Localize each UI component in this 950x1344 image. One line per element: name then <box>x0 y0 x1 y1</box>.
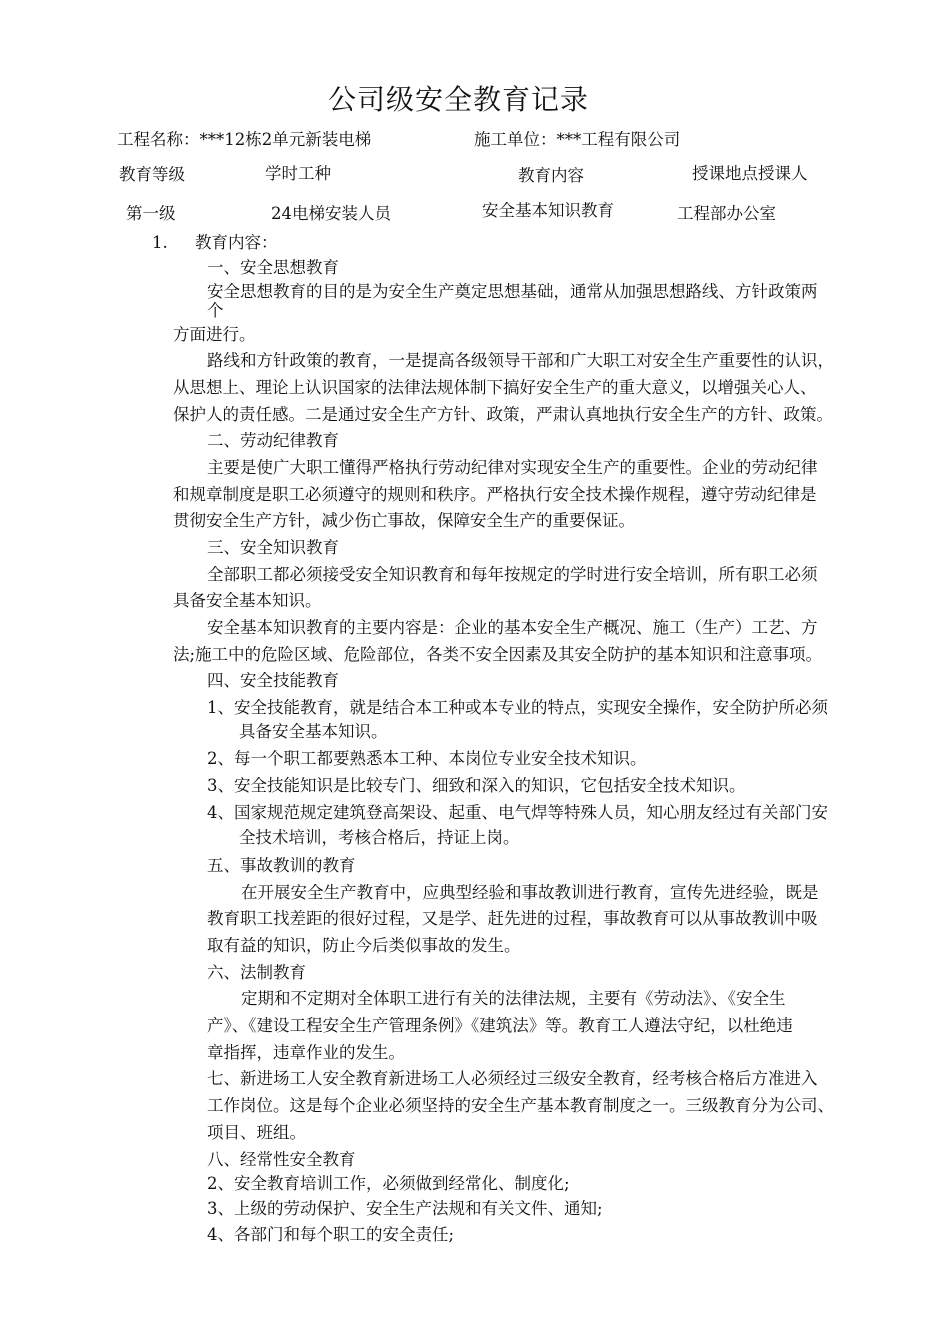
paragraph-line: 安全基本知识教育的主要内容是：企业的基本安全生产概况、施工（生产）工艺、方 <box>207 618 818 637</box>
list-item: 全技术培训，考核合格后，持证上岗。 <box>239 828 520 847</box>
paragraph-line: 方面进行。 <box>173 325 256 344</box>
project-name: 工程名称：***12栋2单元新装电梯 <box>117 130 372 149</box>
section-heading: 三、安全知识教育 <box>207 538 339 557</box>
paragraph-line: 安全思想教育的目的是为安全生产奠定思想基础，通常从加强思想路线、方针政策两 <box>207 282 818 301</box>
paragraph-line: 主要是使广大职工懂得严格执行劳动纪律对实现安全生产的重要性。企业的劳动纪律 <box>207 458 818 477</box>
section-heading: 二、劳动纪律教育 <box>207 431 339 450</box>
table-cell-level: 第一级 <box>126 204 176 223</box>
paragraph-line: 章指挥，违章作业的发生。 <box>207 1043 405 1062</box>
paragraph-line: 定期和不定期对全体职工进行有关的法律法规，主要有《劳动法》、《安全生 <box>241 989 786 1008</box>
paragraph-line: 个 <box>207 301 224 320</box>
table-cell-hours: 24电梯安装人员 <box>271 204 391 223</box>
item-number: 1. <box>152 233 168 252</box>
paragraph-line: 产》、《建设工程安全生产管理条例》《建筑法》等。教育工人遵法守纪，以杜绝违 <box>207 1016 793 1035</box>
paragraph-line: 取有益的知识，防止今后类似事故的发生。 <box>207 936 521 955</box>
paragraph-line: 法;施工中的危险区域、危险部位，各类不安全因素及其安全防护的基本知识和注意事项。 <box>173 645 823 664</box>
table-header-location: 授课地点授课人 <box>692 164 808 183</box>
list-item: 1、安全技能教育，就是结合本工种或本专业的特点，实现安全操作，安全防护所必须 <box>207 698 828 717</box>
document-title: 公司级安全教育记录 <box>328 83 590 116</box>
list-item: 4、国家规范规定建筑登高架设、起重、电气焊等特殊人员，知心朋友经过有关部门安 <box>207 803 828 822</box>
list-item: 4、各部门和每个职工的安全责任; <box>207 1225 455 1244</box>
table-header-hours: 学时工种 <box>265 164 331 183</box>
construction-unit: 施工单位：***工程有限公司 <box>474 130 681 149</box>
paragraph-line: 全部职工都必须接受安全知识教育和每年按规定的学时进行安全培训，所有职工必须 <box>207 565 818 584</box>
paragraph-line: 教育职工找差距的很好过程，又是学、赶先进的过程，事故教育可以从事故教训中吸 <box>207 909 818 928</box>
paragraph-line: 贯彻安全生产方针，减少伤亡事故，保障安全生产的重要保证。 <box>173 511 635 530</box>
paragraph-line: 和规章制度是职工必须遵守的规则和秩序。严格执行安全技术操作规程，遵守劳动纪律是 <box>173 485 817 504</box>
list-item: 2、安全教育培训工作，必须做到经常化、制度化; <box>207 1174 570 1193</box>
list-item: 具备安全基本知识。 <box>239 722 388 741</box>
table-cell-content: 安全基本知识教育 <box>482 201 614 220</box>
item-title: 教育内容： <box>195 233 278 252</box>
paragraph-line: 保护人的责任感。二是通过安全生产方针、政策，严肃认真地执行安全生产的方针、政策。 <box>173 405 833 424</box>
table-header-level: 教育等级 <box>119 165 185 184</box>
paragraph-line: 具备安全基本知识。 <box>173 591 322 610</box>
paragraph-line: 路线和方针政策的教育，一是提高各级领导干部和广大职工对安全生产重要性的认识， <box>207 351 834 370</box>
section-heading: 四、安全技能教育 <box>207 671 339 690</box>
paragraph-line: 七、新进场工人安全教育新进场工人必须经过三级安全教育，经考核合格后方准进入 <box>207 1069 818 1088</box>
list-item: 3、上级的劳动保护、安全生产法规和有关文件、通知; <box>207 1199 603 1218</box>
paragraph-line: 在开展安全生产教育中，应典型经验和事故教训进行教育，宣传先进经验，既是 <box>241 883 819 902</box>
section-heading: 八、经常性安全教育 <box>207 1150 356 1169</box>
section-heading: 一、安全思想教育 <box>207 258 339 277</box>
list-item: 3、安全技能知识是比较专门、细致和深入的知识，它包括安全技术知识。 <box>207 776 746 795</box>
paragraph-line: 从思想上、理论上认识国家的法律法规体制下搞好安全生产的重大意义，以增强关心人、 <box>173 378 817 397</box>
section-heading: 六、法制教育 <box>207 963 306 982</box>
paragraph-line: 项目、班组。 <box>207 1123 306 1142</box>
section-heading: 五、事故教训的教育 <box>207 856 356 875</box>
table-header-content: 教育内容 <box>518 166 584 185</box>
table-cell-location: 工程部办公室 <box>677 204 776 223</box>
paragraph-line: 工作岗位。这是每个企业必须坚持的安全生产基本教育制度之一。三级教育分为公司、 <box>207 1096 834 1115</box>
list-item: 2、每一个职工都要熟悉本工种、本岗位专业安全技术知识。 <box>207 749 647 768</box>
